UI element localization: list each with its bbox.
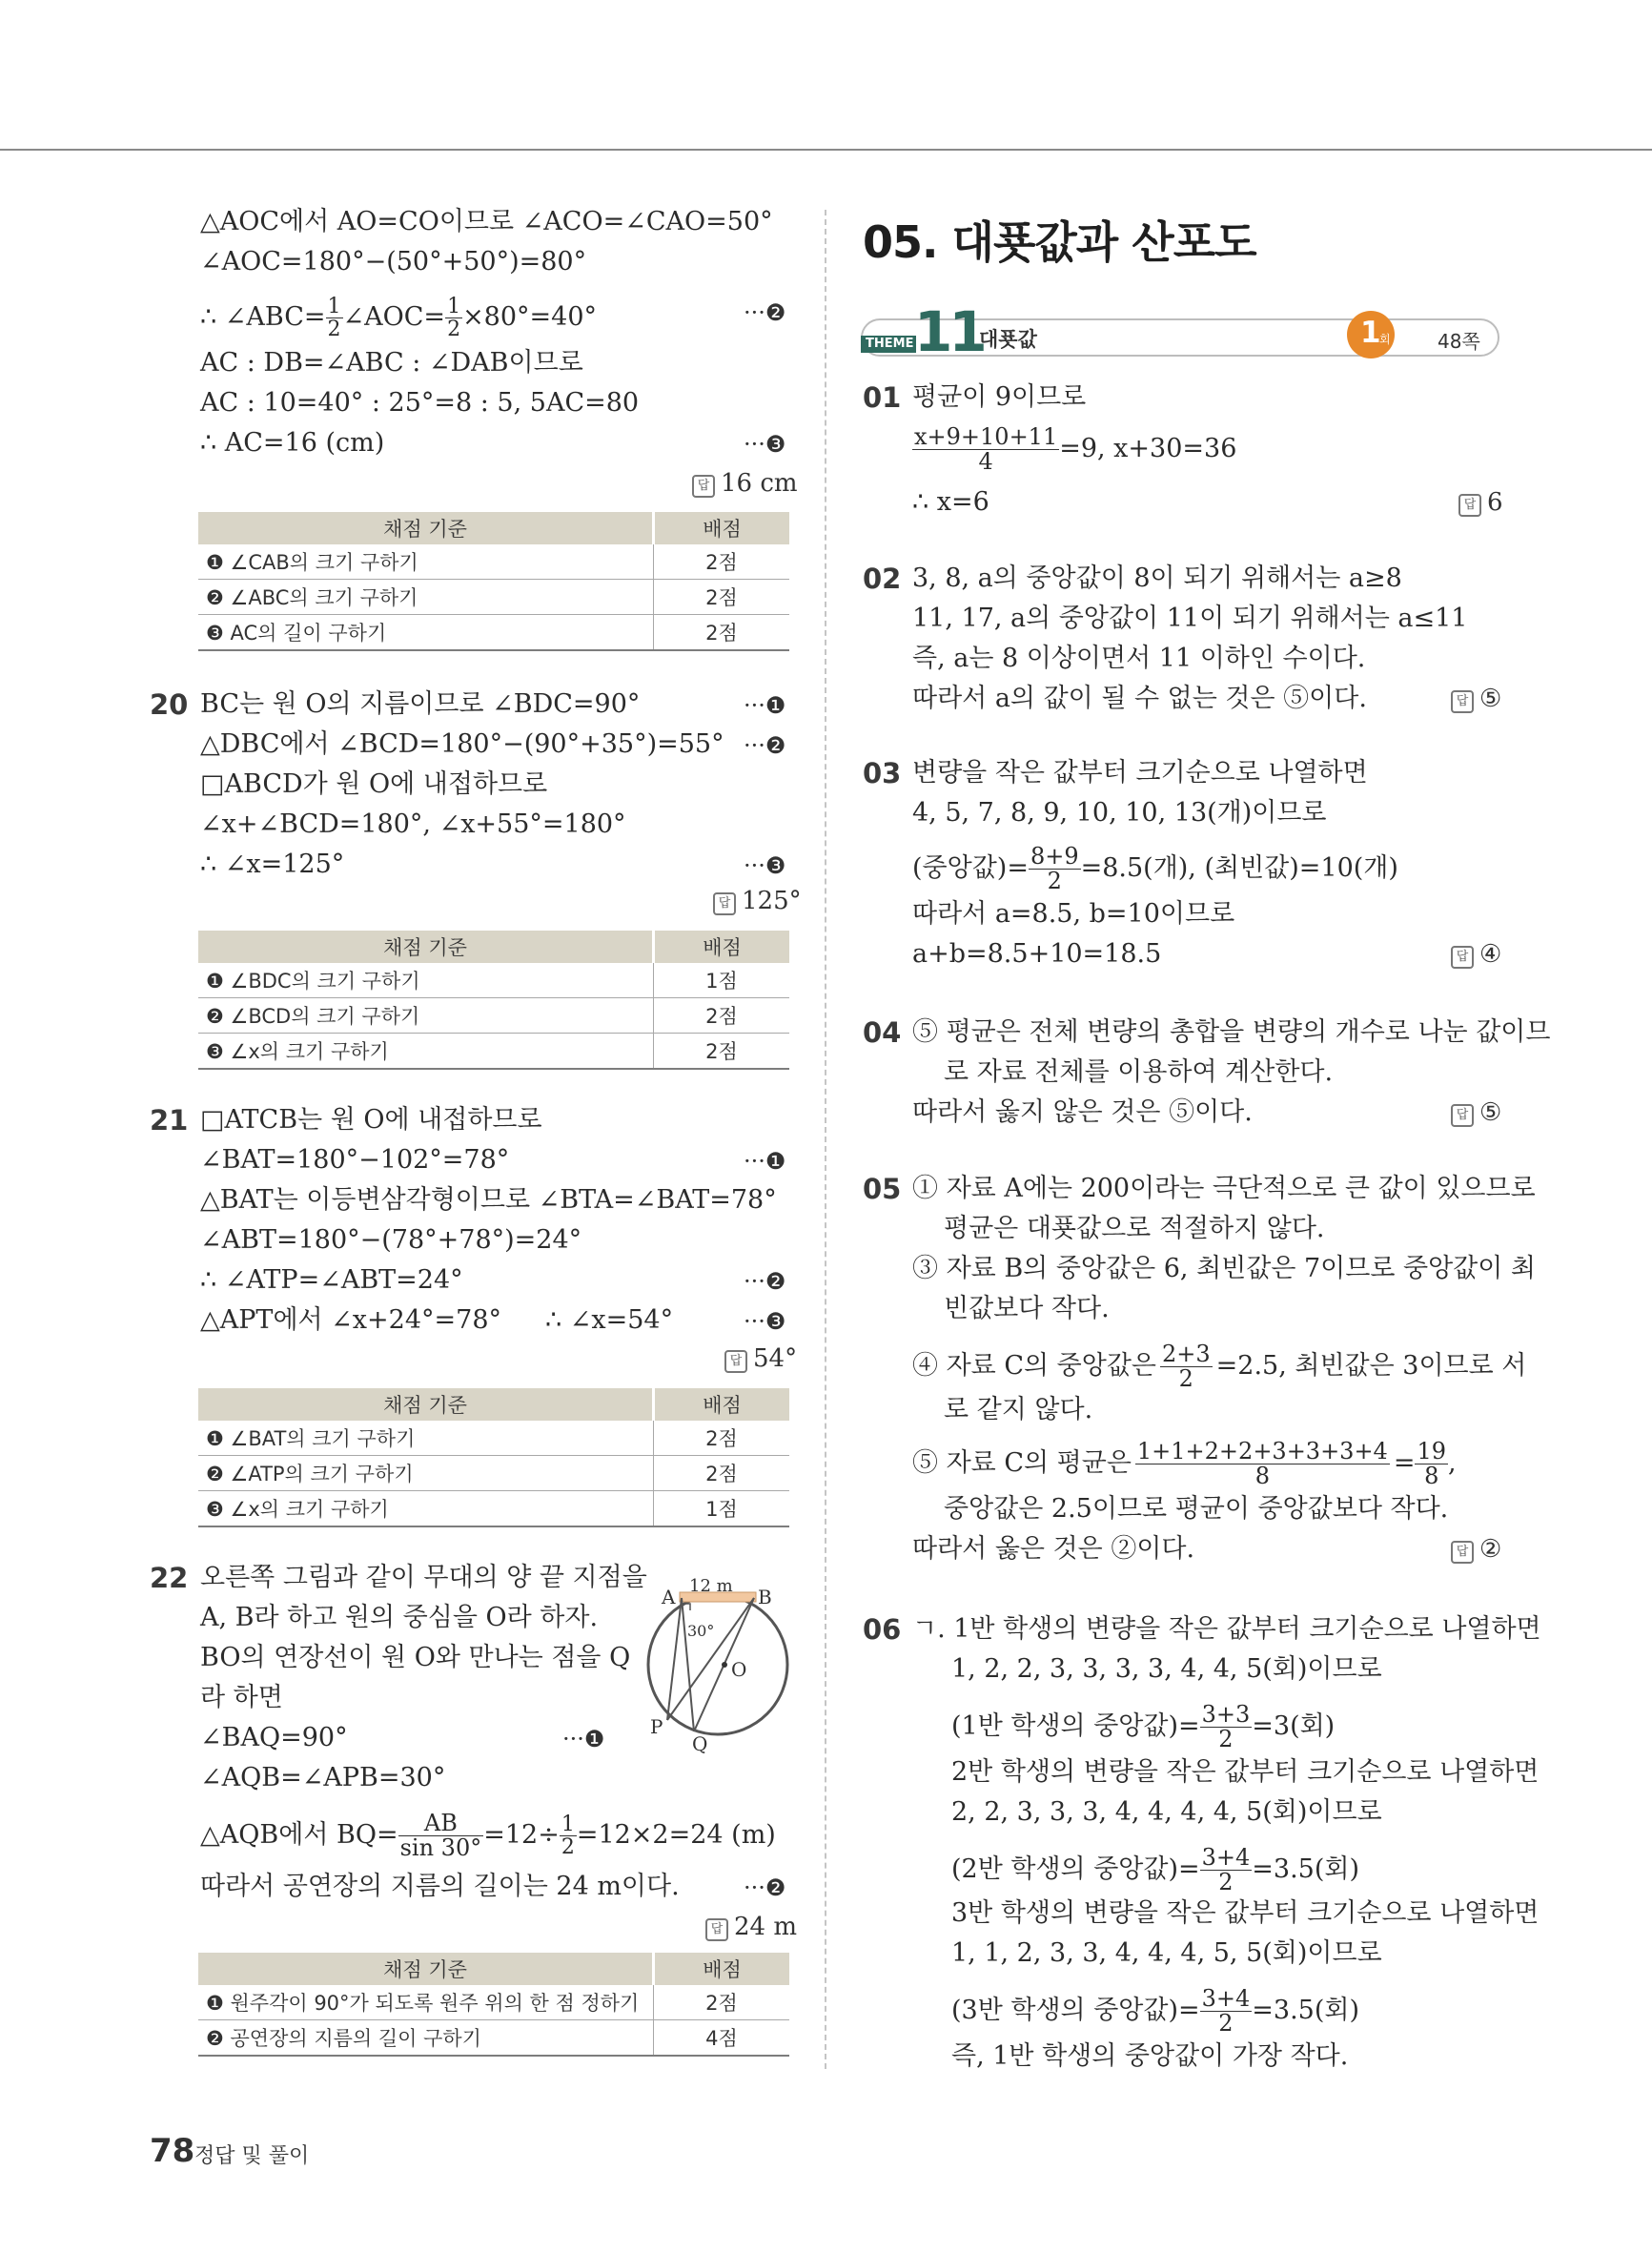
q05-line-3: ③ 자료 B의 중앙값은 6, 최빈값은 7이므로 중앙값이 최	[912, 1254, 1536, 1283]
q20-line-2: △DBC에서 ∠BCD=180°−(90°+35°)=55°	[200, 729, 724, 759]
answer-icon: 답	[1451, 1541, 1474, 1564]
label-b: B	[758, 1586, 772, 1608]
circle-o	[648, 1595, 787, 1734]
table-row: ❶ ∠CAB의 크기 구하기 2점	[198, 544, 789, 580]
q22-line-2: A, B라 하고 원의 중심을 O라 하자.	[200, 1603, 599, 1632]
q03-number: 03	[863, 757, 902, 789]
q03-line-1: 변량을 작은 값부터 크기순으로 나열하면	[912, 758, 1368, 788]
answer-icon: 답	[692, 475, 715, 498]
q06-line-7: 3반 학생의 변량을 작은 값부터 크기순으로 나열하면	[951, 1898, 1540, 1928]
table-row: ❷ ∠BCD의 크기 구하기 2점	[198, 998, 789, 1034]
label-p: P	[650, 1715, 663, 1738]
q22-line-6: ∠AQB=∠APB=30°	[200, 1763, 446, 1792]
answer-icon: 답	[1451, 690, 1474, 713]
answer-icon: 답	[724, 1350, 747, 1373]
table-row: ❶ ∠BAT의 크기 구하기 2점	[198, 1421, 789, 1456]
table-header-points: 배점	[654, 1953, 790, 1985]
q06-line-6: (2반 학생의 중앙값)= $\frac{3+4}{2}$ =3.5(회)	[951, 1844, 1359, 1896]
theme-tag: THEME	[866, 337, 914, 351]
q20-line-4: ∠x+∠BCD=180°, ∠x+55°=180°	[200, 809, 626, 839]
center-point	[722, 1662, 727, 1668]
q06-line-3: (1반 학생의 중앙값)= $\frac{3+3}{2}$ =3(회)	[951, 1701, 1336, 1753]
q19-marker-2: ···❷	[744, 299, 786, 326]
q01-line-1: 평균이 9이므로	[912, 382, 1087, 412]
q03-answer: 답 ④	[1451, 940, 1501, 969]
q03-line-4: 따라서 a=8.5, b=10이므로	[912, 899, 1235, 929]
q01-line-2: $\frac{x+9+10+11}{4}$ =9, x+30=36	[914, 423, 1237, 476]
q21-line-2: ∠BAT=180°−102°=78°	[200, 1145, 510, 1175]
q19-line-5: AC : 10=40° : 25°=8 : 5, 5AC=80	[200, 388, 640, 418]
q22-scoring-table	[198, 1953, 789, 2057]
q22-line-4: 라 하면	[200, 1683, 283, 1712]
table-header-criteria: 채점 기준	[198, 1388, 654, 1421]
theme-label: 대푯값	[979, 328, 1037, 351]
q22-number: 22	[150, 1562, 189, 1594]
answer-icon: 답	[705, 1918, 728, 1941]
q20-answer: 답 125°	[713, 887, 802, 915]
page-number: 78	[150, 2132, 195, 2170]
q22-marker-2: ···❷	[744, 1874, 786, 1901]
q20-number: 20	[150, 688, 189, 721]
round-number: 1	[1360, 316, 1381, 350]
q02-line-2: 11, 17, a의 중앙값이 11이 되기 위해서는 a≤11	[912, 604, 1468, 633]
q20-line-5: ∴ ∠x=125°	[200, 850, 345, 879]
top-rule	[0, 149, 1652, 151]
q04-line-2: 로 자료 전체를 이용하여 계산한다.	[944, 1057, 1334, 1087]
q04-answer: 답 ⑤	[1451, 1098, 1501, 1127]
q06-line-8: 1, 1, 2, 3, 3, 4, 4, 4, 5, 5(회)이므로	[951, 1938, 1382, 1968]
q22-line-7: △AQB에서 BQ= $\frac{AB}{\sin 30^\circ}$ =12÷ $\frac{1}{2}$ =12×2=24 (m)	[200, 1810, 776, 1862]
q21-marker-2: ···❷	[744, 1268, 786, 1295]
answer-icon: 답	[713, 892, 736, 915]
table-row: ❷ 공연장의 지름의 길이 구하기 4점	[198, 2020, 789, 2057]
q05-line-5: ④ 자료 C의 중앙값은 $\frac{2+3}{2}$ =2.5, 최빈값은 3이므로 서	[912, 1341, 1527, 1393]
q19-scoring-table	[198, 512, 789, 651]
q02-line-3: 즉, a는 8 이상이면서 11 이하인 수이다.	[912, 644, 1366, 673]
q21-marker-1: ···❶	[744, 1148, 786, 1175]
q05-line-2: 평균은 대푯값으로 적절하지 않다.	[944, 1214, 1325, 1243]
q04-number: 04	[863, 1016, 902, 1049]
q06-line-2: 1, 2, 2, 3, 3, 3, 3, 4, 4, 5(회)이므로	[951, 1654, 1382, 1684]
q20-marker-2: ···❷	[744, 732, 786, 759]
label-angle: 30°	[687, 1622, 715, 1640]
table-header-criteria: 채점 기준	[198, 512, 654, 544]
theme-page: 48쪽	[1438, 330, 1480, 353]
label-a: A	[662, 1586, 676, 1608]
q22-line-5: ∠BAQ=90°	[200, 1723, 348, 1752]
q06-line-9: (3반 학생의 중앙값)= $\frac{3+4}{2}$ =3.5(회)	[951, 1985, 1359, 2038]
q05-line-1: ① 자료 A에는 200이라는 극단적으로 큰 값이 있으므로	[912, 1174, 1536, 1203]
q21-line-4: ∠ABT=180°−(78°+78°)=24°	[200, 1225, 582, 1255]
q06-line-4: 2반 학생의 변량을 작은 값부터 크기순으로 나열하면	[951, 1757, 1540, 1787]
q04-line-1: ⑤ 평균은 전체 변량의 총합을 변량의 개수로 나눈 값이므	[912, 1017, 1551, 1047]
q19-line-1: △AOC에서 AO=CO이므로 ∠ACO=∠CAO=50°	[200, 207, 773, 236]
q21-line-6: △APT에서 ∠x+24°=78°	[200, 1305, 501, 1335]
q20-scoring-table	[198, 931, 789, 1070]
q22-circle-figure	[637, 1560, 799, 1760]
section-title: 05. 대푯값과 산포도	[863, 216, 1256, 268]
q06-line-1: ㄱ. 1반 학생의 변량을 작은 값부터 크기순으로 나열하면	[912, 1614, 1541, 1644]
round-suffix: 회	[1379, 333, 1391, 346]
q22-line-3: BO의 연장선이 원 O와 만나는 점을 Q	[200, 1643, 631, 1672]
q02-number: 02	[863, 563, 902, 595]
table-row: ❸ ∠x의 크기 구하기 2점	[198, 1034, 789, 1070]
q06-line-10: 즉, 1반 학생의 중앙값이 가장 작다.	[951, 2041, 1349, 2071]
q21-number: 21	[150, 1104, 189, 1137]
q05-answer: 답 ②	[1451, 1535, 1501, 1564]
q02-line-1: 3, 8, a의 중앙값이 8이 되기 위해서는 a≥8	[912, 563, 1402, 593]
table-header-points: 배점	[654, 1388, 790, 1421]
label-o: O	[731, 1658, 747, 1681]
q22-answer: 답 24 m	[705, 1913, 797, 1941]
q21-line-7: ∴ ∠x=54°	[545, 1305, 674, 1335]
q19-line-6: ∴ AC=16 (cm)	[200, 428, 385, 458]
segment-aq	[682, 1598, 694, 1731]
q19-line-2: ∠AOC=180°−(50°+50°)=80°	[200, 247, 587, 277]
table-row: ❶ ∠BDC의 크기 구하기 1점	[198, 963, 789, 998]
theme-number: 11	[914, 299, 984, 364]
table-row: ❸ AC의 길이 구하기 2점	[198, 615, 789, 651]
q22-line-8: 따라서 공연장의 지름의 길이는 24 m이다.	[200, 1872, 680, 1901]
q05-line-9: 따라서 옳은 것은 ②이다.	[912, 1534, 1195, 1564]
q01-number: 01	[863, 381, 902, 414]
q05-line-7: ⑤ 자료 C의 평균은 $\frac{1+1+2+2+3+3+3+4}{8}$ = $\frac{19}{8}$ ,	[912, 1438, 1457, 1490]
q01-line-3: ∴ x=6	[912, 487, 989, 517]
q05-line-8: 중앙값은 2.5이므로 평균이 중앙값보다 작다.	[944, 1494, 1449, 1524]
theme-bar	[861, 299, 1501, 364]
q20-marker-1: ···❶	[744, 692, 786, 719]
label-length: 12 m	[689, 1576, 733, 1596]
table-row: ❷ ∠ABC의 크기 구하기 2점	[198, 580, 789, 615]
answer-icon: 답	[1451, 946, 1474, 969]
q06-line-5: 2, 2, 3, 3, 3, 4, 4, 4, 4, 5(회)이므로	[951, 1797, 1382, 1827]
q05-line-6: 로 같지 않다.	[944, 1395, 1093, 1424]
q19-answer: 답 16 cm	[692, 469, 798, 498]
q21-scoring-table	[198, 1388, 789, 1527]
q22-marker-1: ···❶	[562, 1726, 605, 1752]
q19-line-3: ∴ ∠ABC= $\frac{1}{2}$ ∠AOC= $\frac{1}{2}$ ×80°=40°	[200, 295, 598, 342]
q22-line-1: 오른쪽 그림과 같이 무대의 양 끝 지점을	[200, 1563, 647, 1592]
table-header-points: 배점	[654, 512, 790, 544]
q21-answer: 답 54°	[724, 1344, 797, 1373]
table-header-points: 배점	[654, 931, 790, 963]
q03-line-3: (중앙값)= $\frac{8+9}{2}$ =8.5(개), (최빈값)=10(개)	[912, 843, 1398, 895]
label-q: Q	[692, 1732, 708, 1755]
q01-answer: 답 6	[1458, 488, 1503, 517]
table-row: ❶ 원주각이 90°가 되도록 원주 위의 한 점 정하기 2점	[198, 1985, 789, 2020]
table-header-criteria: 채점 기준	[198, 1953, 654, 1985]
q21-marker-3: ···❸	[744, 1308, 786, 1335]
q19-line-4: AC : DB=∠ABC : ∠DAB이므로	[200, 348, 583, 378]
table-header-criteria: 채점 기준	[198, 931, 654, 963]
q21-line-3: △BAT는 이등변삼각형이므로 ∠BTA=∠BAT=78°	[200, 1185, 777, 1215]
q19-marker-3: ···❸	[744, 431, 786, 458]
q20-line-3: □ABCD가 원 O에 내접하므로	[200, 769, 548, 799]
answer-icon: 답	[1451, 1104, 1474, 1127]
column-divider	[825, 210, 826, 2069]
q02-answer: 답 ⑤	[1451, 685, 1501, 713]
q03-line-5: a+b=8.5+10=18.5	[912, 939, 1162, 969]
q21-line-1: □ATCB는 원 O에 내접하므로	[200, 1105, 542, 1135]
q04-line-3: 따라서 옳지 않은 것은 ⑤이다.	[912, 1097, 1253, 1127]
q02-line-4: 따라서 a의 값이 될 수 없는 것은 ⑤이다.	[912, 684, 1367, 713]
q03-line-2: 4, 5, 7, 8, 9, 10, 10, 13(개)이므로	[912, 798, 1327, 828]
q20-line-1: BC는 원 O의 지름이므로 ∠BDC=90°	[200, 689, 641, 719]
q05-line-4: 빈값보다 작다.	[944, 1294, 1110, 1323]
page-footer-label: 정답 및 풀이	[194, 2144, 310, 2168]
q05-number: 05	[863, 1173, 902, 1205]
q20-marker-3: ···❸	[744, 852, 786, 879]
answer-icon: 답	[1458, 494, 1481, 517]
table-row: ❸ ∠x의 크기 구하기 1점	[198, 1491, 789, 1527]
table-row: ❷ ∠ATP의 크기 구하기 2점	[198, 1456, 789, 1491]
q06-number: 06	[863, 1613, 902, 1646]
q21-line-5: ∴ ∠ATP=∠ABT=24°	[200, 1265, 463, 1295]
